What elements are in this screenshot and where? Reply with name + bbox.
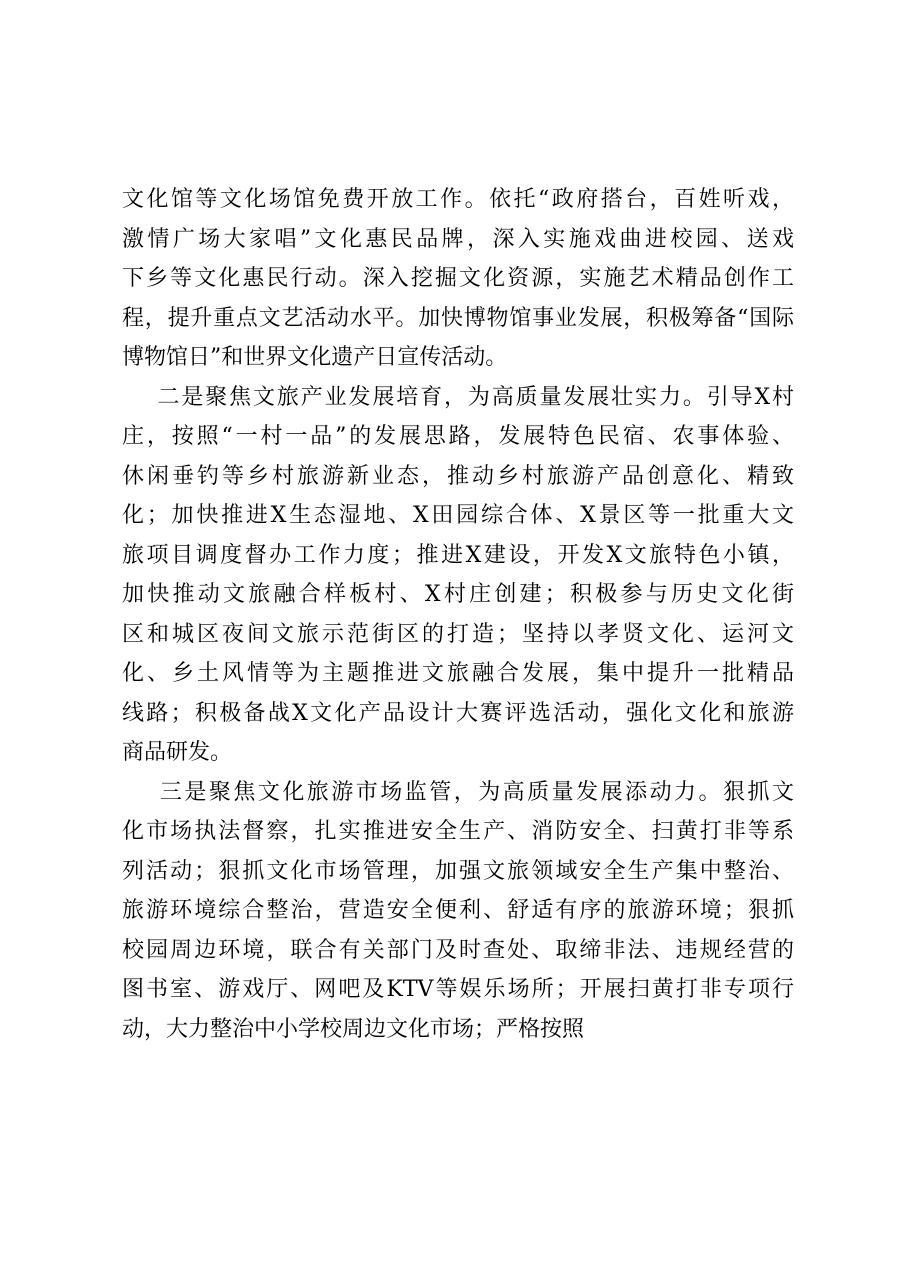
- text-line: 博物馆日”和世界文化遗产日宣传活动。: [122, 345, 508, 370]
- text-line: 商品研发。: [122, 740, 233, 765]
- paragraph-two-start: 二是聚焦文旅产业发展培育，为高质量发展壮实力。引导X村: [122, 384, 794, 410]
- text-line: 程，提升重点文艺活动水平。加快博物馆事业发展，积极筹备“国际: [122, 305, 794, 331]
- paragraph-three-start: 三是聚焦文化旅游市场监管，为高质量发展添动力。狠抓文: [122, 779, 794, 805]
- text-line: 化；加快推进X生态湿地、X田园综合体、X景区等一批重大文: [122, 503, 794, 528]
- text-line: 校园周边环境，联合有关部门及时查处、取缔非法、违规经营的: [122, 937, 794, 963]
- text-line: 庄，按照“一村一品”的发展思路，发展特色民宿、农事体验、: [122, 424, 794, 449]
- text-line: 线路；积极备战X文化产品设计大赛评选活动，强化文化和旅游: [122, 700, 794, 726]
- text-line: 旅游环境综合整治，营造安全便利、舒适有序的旅游环境；狠抓: [122, 898, 794, 923]
- text-line: 激情广场大家唱”文化惠民品牌，深入实施戏曲进校园、送戏: [122, 226, 794, 252]
- text-line: 列活动；狠抓文化市场管理，加强文旅领域安全生产集中整治、: [122, 858, 794, 884]
- text-line: 旅项目调度督办工作力度；推进X建设，开发X文旅特色小镇，: [122, 542, 794, 568]
- text-line: 区和城区夜间文旅示范街区的打造；坚持以孝贤文化、运河文: [122, 621, 794, 647]
- text-line: 图书室、游戏厅、网吧及KTV等娱乐场所；开展扫黄打非专项行: [122, 977, 794, 1002]
- text-line: 休闲垂钓等乡村旅游新业态，推动乡村旅游产品创意化、精致: [122, 463, 794, 489]
- text-line: 文化馆等文化场馆免费开放工作。依托“政府搭台，百姓听戏，: [122, 187, 794, 212]
- text-line: 化市场执法督察，扎实推进安全生产、消防安全、扫黄打非等系: [122, 819, 794, 844]
- text-line: 加快推动文旅融合样板村、X村庄创建；积极参与历史文化街: [122, 582, 794, 607]
- document-body: [122, 180, 794, 1049]
- text-line: 化、乡土风情等为主题推进文旅融合发展，集中提升一批精品: [122, 661, 794, 686]
- text-line: 下乡等文化惠民行动。深入挖掘文化资源，实施艺术精品创作工: [122, 266, 794, 291]
- text-line: 动，大力整治中小学校周边文化市场；严格按照: [122, 1016, 585, 1042]
